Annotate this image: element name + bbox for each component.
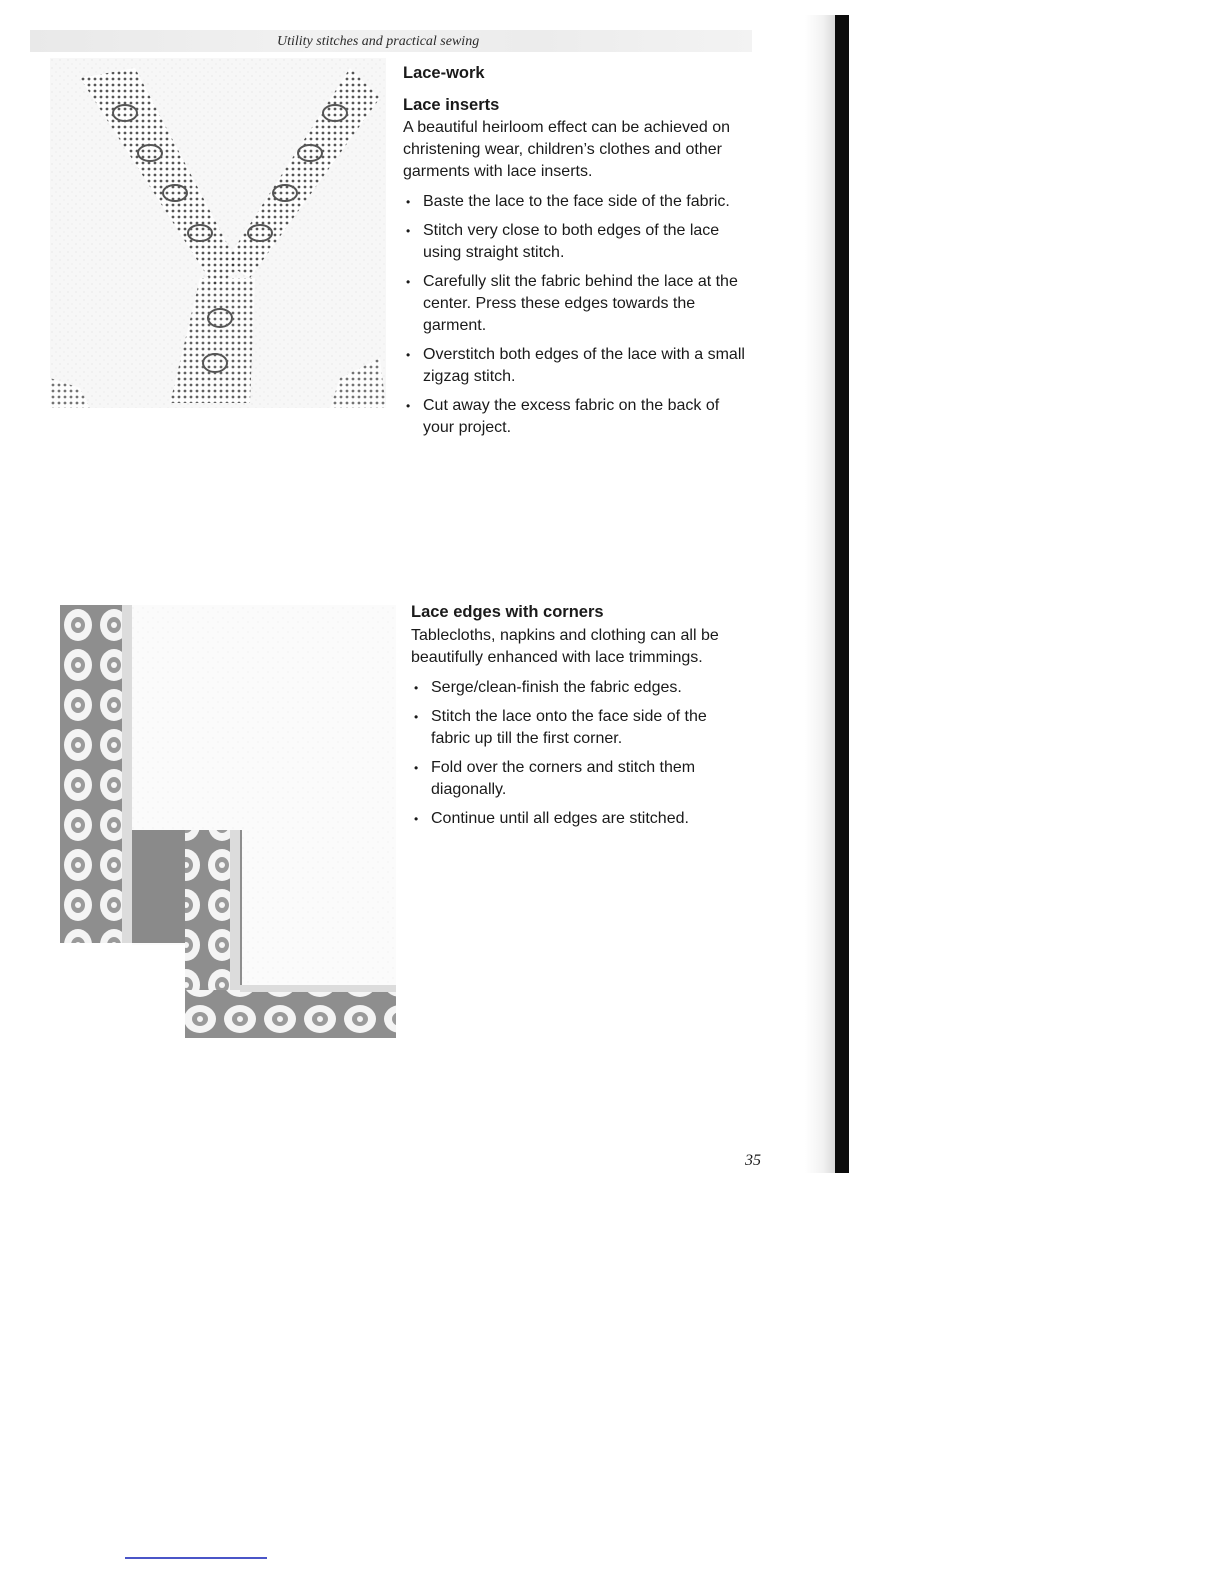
section-title: Lace-work: [403, 64, 485, 82]
list-item: • Overstitch both edges of the lace with a small zigzag stitch.: [403, 344, 748, 388]
list-item: • Cut away the excess fabric on the back of your project.: [403, 395, 748, 439]
scan-edge-bar: [835, 15, 849, 1173]
lace-corner-photo: [60, 605, 396, 1038]
list-item: • Carefully slit the fabric behind the lace at the center. Press these edges towards the garment.: [403, 271, 748, 337]
lace-inserts-intro: A beautiful heirloom effect can be achieved on christening wear, children’s clothes and other garments with lace inserts.: [403, 119, 731, 180]
lace-insert-photo: [50, 58, 386, 408]
lace-edges-steps: [411, 677, 746, 830]
list-item: • Baste the lace to the face side of the fabric.: [403, 191, 748, 213]
list-item: • Continue until all edges are stitched.: [411, 808, 746, 830]
lace-inserts-title: Lace inserts: [403, 96, 500, 114]
footer-rule: [125, 1557, 267, 1559]
list-item: • Stitch very close to both edges of the lace using straight stitch.: [403, 220, 748, 264]
scan-edge-shadow: [805, 15, 835, 1173]
list-item: • Stitch the lace onto the face side of the fabric up till the first corner.: [411, 706, 746, 750]
lace-inserts-steps: [403, 191, 748, 439]
running-head: Utility stitches and practical sewing: [277, 34, 480, 49]
lace-edges-body: [411, 625, 746, 837]
list-item: • Fold over the corners and stitch them diagonally.: [411, 757, 746, 801]
lace-inserts-body: [403, 117, 748, 446]
page-number: 35: [745, 1152, 761, 1169]
lace-edges-title: Lace edges with corners: [411, 603, 604, 621]
lace-edges-intro: Tablecloths, napkins and clothing can all be beautifully enhanced with lace trimmings.: [411, 627, 719, 666]
list-item: • Serge/clean-finish the fabric edges.: [411, 677, 746, 699]
